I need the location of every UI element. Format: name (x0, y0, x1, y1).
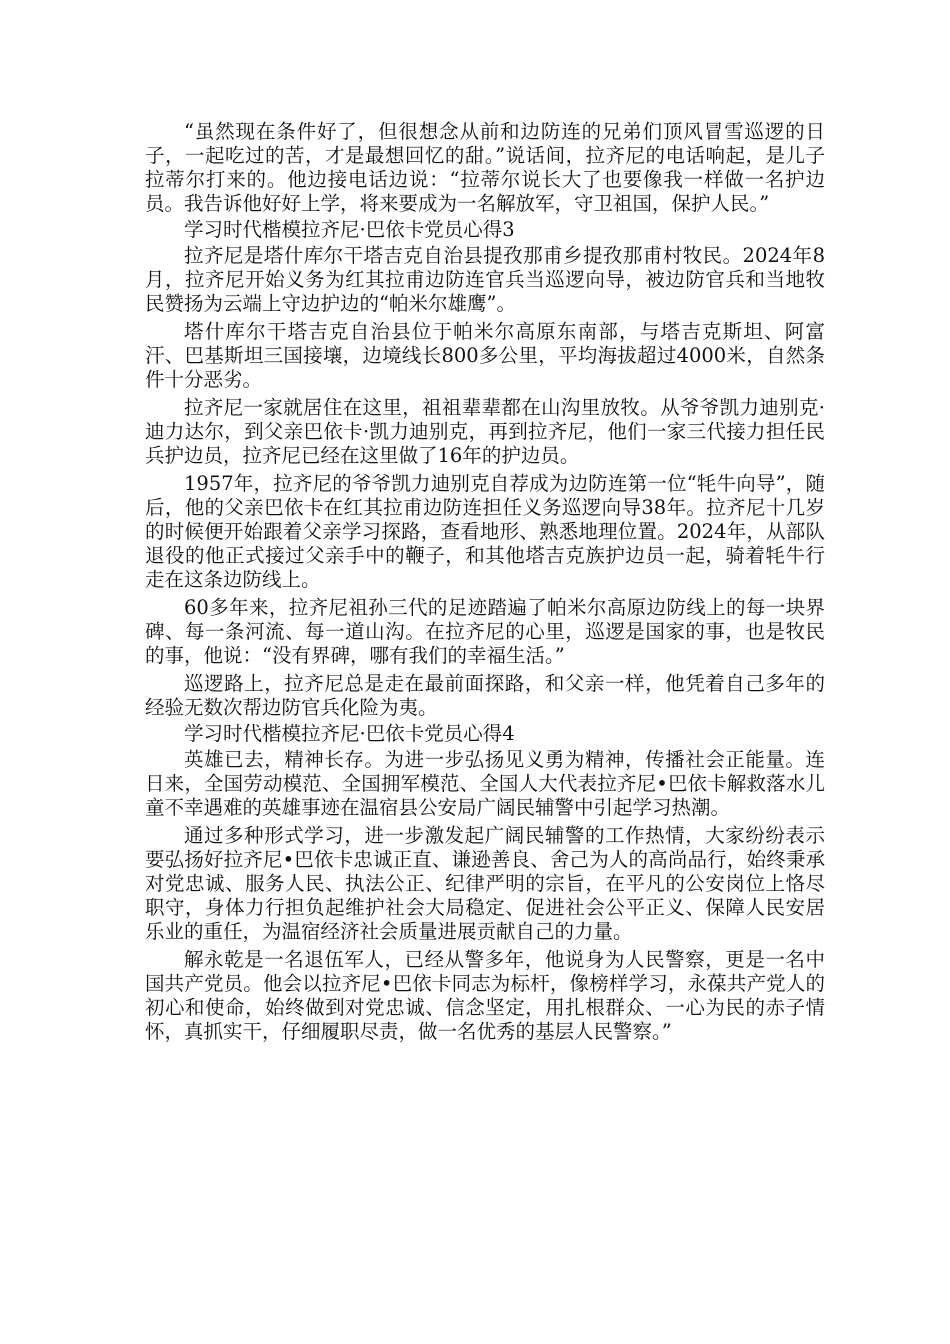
paragraph-sixty-years: 60多年来，拉齐尼祖孙三代的足迹踏遍了帕米尔高原边防线上的每一块界碑、每一条河流、每一道山沟。在拉齐尼的心里，巡逻是国家的事，也是牧民的事，他说：“没有界碑，哪有我们的幸福生活。” (145, 596, 825, 667)
paragraph-officer: 解永乾是一名退伍军人，已经从警多年，他说身为人民警察，更是一名中国共产党员。他会以拉齐尼•巴依卡同志为标杆，像榜样学习，永葆共产党人的初心和使命，始终做到对党忠诚、信念坚定，用扎根群众、一心为民的赤子情怀，真抓实干，仔细履职尽责，做一名优秀的基层人民警察。” (145, 948, 825, 1043)
section-heading-3: 学习时代楷模拉齐尼·巴依卡党员心得3 (184, 218, 515, 241)
paragraph-patrol: 巡逻路上，拉齐尼总是走在最前面探路，和父亲一样，他凭着自己多年的经验无数次帮边防官兵化险为夷。 (145, 672, 825, 719)
section-heading-4: 学习时代楷模拉齐尼·巴依卡党员心得4 (184, 722, 515, 745)
document-body (145, 120, 825, 1044)
paragraph-study: 通过多种形式学习，进一步激发起广阔民辅警的工作热情，大家纷纷表示要弘扬好拉齐尼•巴依卡忠诚正直、谦逊善良、舍己为人的高尚品行，始终秉承对党忠诚、服务人民、执法公正、纪律严明的宗旨，在平凡的公安岗位上恪尽职守，身体力行担负起维护社会大局稳定、促进社会公平正义、保障人民安居乐业的重任，为温宿经济社会质量进展贡献自己的力量。 (145, 824, 825, 943)
paragraph-geography: 塔什库尔干塔吉克自治县位于帕米尔高原东南部，与塔吉克斯坦、阿富汗、巴基斯坦三国接壤，边境线长800多公里，平均海拔超过4000米，自然条件十分恶劣。 (145, 320, 825, 391)
paragraph-history: 1957年，拉齐尼的爷爷凯力迪别克自荐成为边防连第一位“牦牛向导”，随后，他的父亲巴依卡在红其拉甫边防连担任义务巡逻向导38年。拉齐尼十几岁的时候便开始跟着父亲学习探路，查看地形、熟悉地理位置。2024年，从部队退役的他正式接过父亲手中的鞭子，和其他塔吉克族护边员一起，骑着牦牛行走在这条边防线上。 (145, 472, 825, 591)
paragraph-family: 拉齐尼一家就居住在这里，祖祖辈辈都在山沟里放牧。从爷爷凯力迪别克·迪力达尔，到父亲巴依卡·凯力迪别克，再到拉齐尼，他们一家三代接力担任民兵护边员，拉齐尼已经在这里做了16年的护边员。 (145, 396, 825, 467)
paragraph-quote: “虽然现在条件好了，但很想念从前和边防连的兄弟们顶风冒雪巡逻的日子，一起吃过的苦，才是最想回忆的甜。”说话间，拉齐尼的电话响起，是儿子拉蒂尔打来的。他边接电话边说：“拉蒂尔说长大了也要像我一样做一名护边员。我告诉他好好上学，将来要成为一名解放军，守卫祖国，保护人民。” (145, 120, 825, 215)
paragraph-intro: 拉齐尼是塔什库尔干塔吉克自治县提孜那甫乡提孜那甫村牧民。2024年8月，拉齐尼开始义务为红其拉甫边防连官兵当巡逻向导，被边防官兵和当地牧民赞扬为云端上守边护边的“帕米尔雄鹰”。 (145, 244, 825, 315)
paragraph-hero: 英雄已去，精神长存。为进一步弘扬见义勇为精神，传播社会正能量。连日来，全国劳动模范、全国拥军模范、全国人大代表拉齐尼•巴依卡解救落水儿童不幸遇难的英雄事迹在温宿县公安局广阔民辅警中引起学习热潮。 (145, 748, 825, 819)
